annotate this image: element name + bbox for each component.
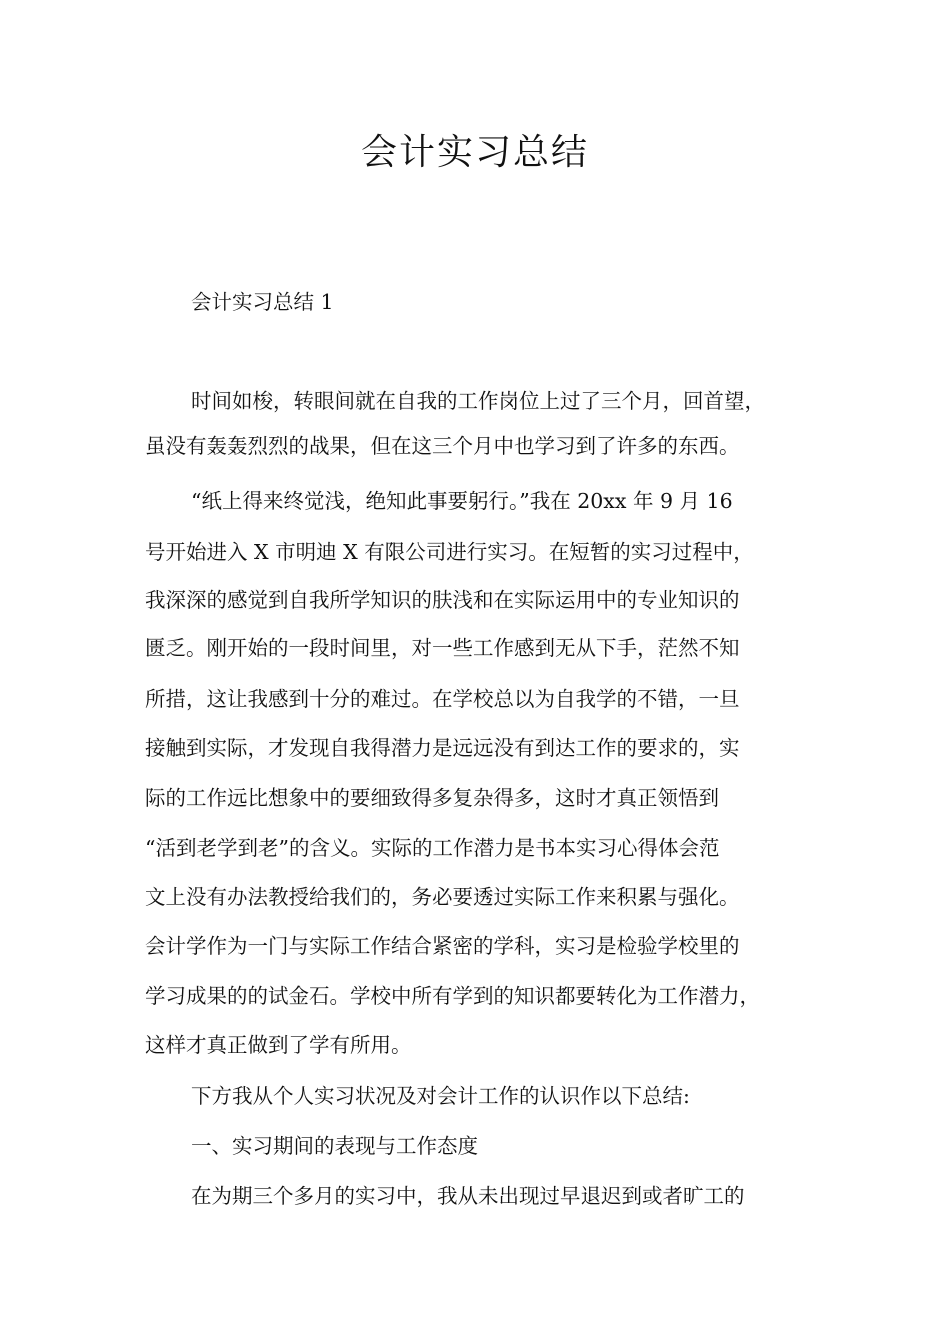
- text-line: 接触到实际，才发现自我得潜力是远远没有到达工作的要求的，实: [145, 736, 740, 760]
- text-line: 虽没有轰轰烈烈的战果，但在这三个月中也学习到了许多的东西。: [145, 434, 740, 458]
- text-line: 匮乏。刚开始的一段时间里，对一些工作感到无从下手，茫然不知: [145, 636, 740, 660]
- text-line: “纸上得来终觉浅，绝知此事要躬行。”我在 20xx 年 9 月 16: [191, 489, 733, 513]
- text-line: 会计学作为一门与实际工作结合紧密的学科，实习是检验学校里的: [145, 934, 740, 958]
- text-line: 所措，这让我感到十分的难过。在学校总以为自我学的不错，一旦: [145, 687, 740, 711]
- text-line: 际的工作远比想象中的要细致得多复杂得多，这时才真正领悟到: [145, 786, 719, 810]
- text-line: 下方我从个人实习状况及对会计工作的认识作以下总结:: [191, 1084, 690, 1108]
- document-title: 会计实习总结: [360, 132, 589, 173]
- text-line: “活到老学到老”的含义。实际的工作潜力是书本实习心得体会范: [145, 836, 720, 860]
- text-line: 学习成果的的试金石。学校中所有学到的知识都要转化为工作潜力，: [145, 984, 760, 1008]
- text-line: 号开始进入 X 市明迪 X 有限公司进行实习。在短暂的实习过程中，: [145, 540, 754, 564]
- text-line: 这样才真正做到了学有所用。: [145, 1033, 412, 1057]
- text-line: 在为期三个多月的实习中，我从未出现过早退迟到或者旷工的: [191, 1184, 745, 1208]
- text-line: 我深深的感觉到自我所学知识的肤浅和在实际运用中的专业知识的: [145, 588, 740, 612]
- text-line: 时间如梭，转眼间就在自我的工作岗位上过了三个月，回首望，: [191, 389, 765, 413]
- section-heading: 会计实习总结 1: [191, 290, 334, 314]
- text-line: 一、实习期间的表现与工作态度: [191, 1134, 478, 1158]
- text-line: 文上没有办法教授给我们的，务必要透过实际工作来积累与强化。: [145, 885, 740, 909]
